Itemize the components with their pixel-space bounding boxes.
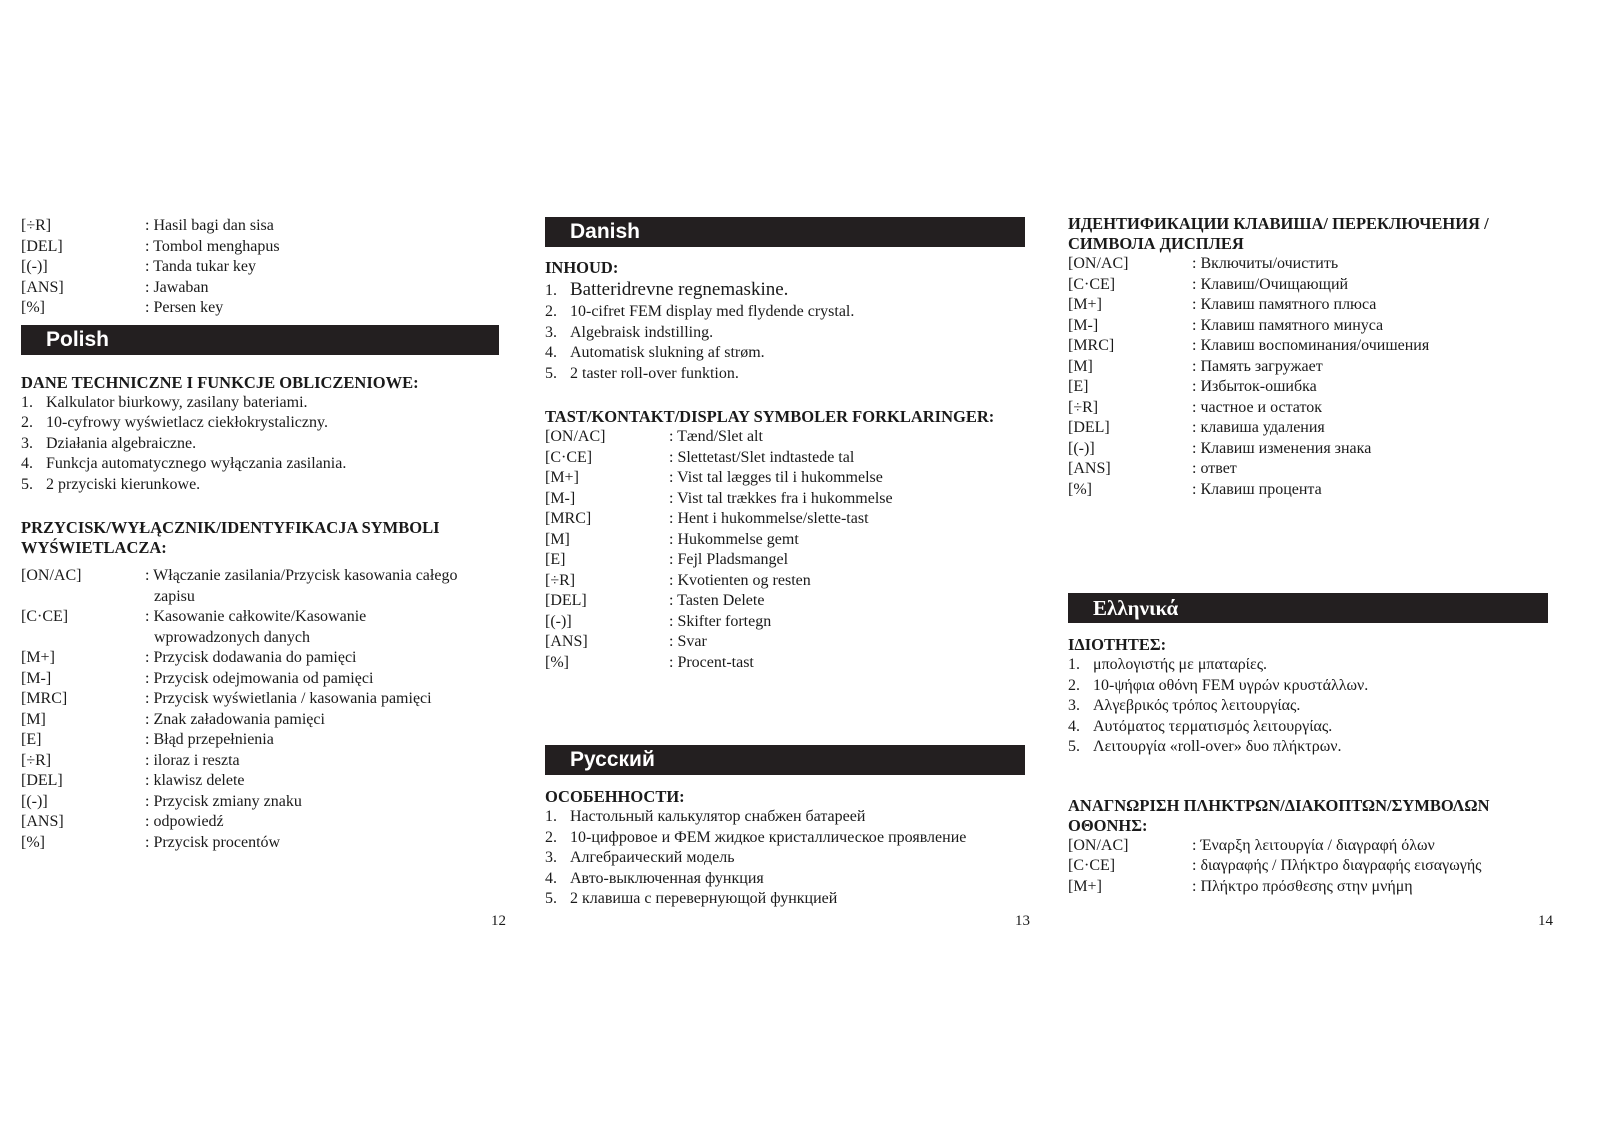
list-item: 5. 2 taster roll-over funktion. — [545, 364, 739, 382]
key-label: [M+] — [545, 469, 579, 486]
key-description: : Znak załadowania pamięci — [145, 710, 325, 728]
key-description: : ответ — [1192, 460, 1237, 477]
key-label: [÷R] — [545, 571, 576, 589]
key-description: : Tombol menghapus — [145, 237, 280, 255]
key-description: : Избыток-ошибка — [1192, 378, 1317, 395]
key-label: [M+] — [21, 649, 55, 666]
section-title-greek: Ελληνικά — [1068, 593, 1548, 623]
keys-heading: ИДЕНТИФИКАЦИИ КЛАВИША/ ПЕРЕКЛЮЧЕНИЯ /СИМВОЛА ДИСПЛЕЯ — [1068, 214, 1489, 253]
key-row — [1068, 377, 1548, 398]
key-row — [21, 689, 499, 710]
features-heading: ΙΔΙΟΤΗΤΕΣ: — [1068, 635, 1167, 654]
features-heading: INHOUD: — [545, 258, 619, 277]
list-item: 3. Działania algebraiczne. — [21, 434, 197, 452]
key-row — [545, 509, 1025, 530]
list-item: 1. Batteridrevne regnemaskine. — [545, 279, 789, 300]
key-description: : Jawaban — [145, 278, 209, 296]
features-list — [545, 278, 1025, 384]
page-number: 13 — [1015, 913, 1030, 929]
key-description: : Przycisk procentów — [145, 833, 281, 851]
key-row — [545, 653, 1025, 674]
key-row — [1068, 398, 1548, 419]
key-row — [545, 468, 1025, 489]
key-description: : Клавиш/Очищающий — [1192, 275, 1349, 293]
list-item: 4. Авто-выключенная функция — [545, 869, 764, 887]
key-list — [1068, 254, 1548, 500]
key-row — [1068, 336, 1548, 357]
key-description: : Клавиш памятного плюса — [1192, 296, 1377, 313]
key-row — [1068, 357, 1548, 378]
key-row — [1068, 295, 1548, 316]
list-item: 4. Αυτόματος τερματισμός λειτουργίας. — [1068, 717, 1333, 735]
key-list — [1068, 836, 1548, 898]
key-row — [545, 612, 1025, 633]
list-item: 4. Automatisk slukning af strøm. — [545, 344, 765, 361]
features-list — [1068, 655, 1548, 758]
key-label: [DEL] — [1068, 419, 1110, 436]
key-row — [545, 632, 1025, 653]
list-item: 2. 10-cyfrowy wyświetlacz ciekłokrystaliczny. — [21, 414, 328, 431]
key-description: : Skifter fortegn — [669, 612, 772, 630]
section-title-danish: Danish — [545, 217, 1025, 247]
key-label: [ANS] — [21, 278, 64, 296]
key-label: [DEL] — [545, 592, 587, 609]
list-item: 5. 2 клавиша с перевернующой функцией — [545, 890, 838, 907]
section-title-russian: Русский — [545, 745, 1025, 775]
key-label: [ON/AC] — [21, 567, 82, 584]
keys-heading: TAST/KONTAKT/DISPLAY SYMBOLER FORKLARINGER: — [545, 407, 995, 426]
page-number: 12 — [491, 913, 506, 929]
key-row — [21, 278, 499, 299]
key-list — [545, 427, 1025, 673]
key-description: : διαγραφής / Πλήκτρο διαγραφής εισαγωγής — [1192, 857, 1482, 874]
key-label: [%] — [545, 653, 569, 671]
list-item: 2. 10-cifret FEM display med flydende crystal. — [545, 303, 855, 320]
key-description: : Hasil bagi dan sisa — [145, 217, 274, 234]
key-row — [21, 257, 499, 278]
key-description: : Kvotienten og resten — [669, 571, 811, 589]
key-row — [545, 591, 1025, 612]
page-14 — [1068, 214, 1548, 500]
key-row — [21, 812, 499, 833]
list-item: 4. Funkcja automatycznego wyłączania zasilania. — [21, 455, 347, 472]
key-label: [ANS] — [545, 633, 588, 650]
key-description: : Persen key — [145, 299, 224, 316]
key-row — [21, 771, 499, 792]
key-label: [%] — [21, 299, 45, 316]
key-description: : Przycisk zmiany znaku — [145, 792, 302, 810]
list-item: 1. Настольный калькулятор снабжен батареей — [545, 808, 866, 825]
key-description: : Hukommelse gemt — [669, 530, 799, 548]
key-list-top — [21, 216, 499, 319]
list-item: 1. μπολογιστής με μπαταρίες. — [1068, 656, 1268, 673]
key-row — [1068, 254, 1548, 275]
features-heading: DANE TECHNICZNE I FUNKCJE OBLICZENIOWE: — [21, 372, 419, 392]
key-description: : Έναρξη λειτουργία / διαγραφή όλων — [1192, 836, 1435, 854]
key-label: [E] — [1068, 378, 1089, 395]
key-row — [1068, 316, 1548, 337]
key-label: [C·CE] — [545, 448, 593, 466]
key-description: : Hent i hukommelse/slette-tast — [669, 510, 869, 527]
key-description: : Tænd/Slet alt — [669, 428, 763, 445]
key-label: [E] — [21, 731, 42, 748]
key-row — [21, 648, 499, 669]
key-row — [21, 216, 499, 237]
list-item: 3. Αλγεβρικός τρόπος λειτουργίας. — [1068, 697, 1301, 714]
keys-heading: PRZYCISK/WYŁĄCZNIK/IDENTYFIKACJA SYMBOLI WYŚWIETLACZA: — [21, 518, 440, 557]
key-description: : Память загружает — [1192, 357, 1323, 375]
key-label: [M-] — [1068, 316, 1099, 334]
key-label: [M] — [1068, 357, 1093, 375]
key-row — [1068, 418, 1548, 439]
key-description: : Svar — [669, 633, 707, 650]
key-label: [ON/AC] — [1068, 836, 1129, 854]
key-label: [M] — [545, 530, 570, 548]
key-description: : odpowiedź — [145, 813, 224, 830]
list-item: 3. Алгебраический модель — [545, 849, 735, 866]
key-row — [545, 489, 1025, 510]
page-12 — [21, 216, 499, 853]
key-label: [%] — [21, 833, 45, 851]
key-row — [1068, 459, 1548, 480]
key-label: [M+] — [1068, 296, 1102, 313]
features-list — [545, 807, 1025, 910]
list-item: 2. 10-ψήφια οθόνη FEM υγρών κρυστάλλων. — [1068, 676, 1369, 694]
key-row — [21, 566, 499, 607]
features-heading: ОСОБЕННОСТИ: — [545, 787, 685, 806]
key-description: : Przycisk odejmowania od pamięci — [145, 669, 374, 687]
page-14-greek — [1068, 593, 1548, 897]
list-item: 1. Kalkulator biurkowy, zasilany bateriami. — [21, 393, 308, 411]
section-title-polish: Polish — [21, 325, 499, 355]
key-label: [ON/AC] — [1068, 255, 1129, 272]
key-label: [C·CE] — [1068, 857, 1116, 874]
page-13-russian — [545, 745, 1025, 910]
list-item: 5. 2 przyciski kierunkowe. — [21, 475, 201, 493]
key-description: : Fejl Pladsmangel — [669, 551, 789, 568]
key-row — [21, 298, 499, 319]
key-description: : Клавиш воспоминания/очишения — [1192, 337, 1430, 354]
key-description: : Включиты/очистить — [1192, 255, 1339, 272]
key-description: : Tanda tukar key — [145, 258, 256, 275]
key-label: [÷R] — [1068, 398, 1099, 416]
key-label: [E] — [545, 551, 566, 568]
key-row — [1068, 439, 1548, 460]
key-description: : Tasten Delete — [669, 592, 765, 609]
page-13 — [545, 217, 1025, 673]
keys-heading: ΑΝΑΓΝΩΡΙΣΗ ΠΛΗΚΤΡΩΝ/ΔΙΑΚΟΠΤΩΝ/ΣΥΜΒΟΛΩΝ ΟΘΟΝΗΣ: — [1068, 795, 1490, 835]
key-label: [%] — [1068, 480, 1092, 498]
key-label: [MRC] — [1068, 337, 1115, 354]
key-row — [1068, 877, 1548, 898]
key-label: [C·CE] — [21, 608, 69, 625]
key-description: : частное и остаток — [1192, 398, 1323, 416]
key-row — [545, 550, 1025, 571]
key-label: [÷R] — [21, 751, 52, 769]
key-row — [21, 751, 499, 772]
key-label: [ON/AC] — [545, 428, 606, 445]
key-row — [545, 427, 1025, 448]
key-label: [MRC] — [545, 510, 592, 527]
key-label: [M-] — [545, 489, 576, 507]
key-row — [21, 710, 499, 731]
key-label: [(-)] — [21, 792, 48, 810]
key-description: : klawisz delete — [145, 772, 245, 789]
key-description: : Przycisk dodawania do pamięci — [145, 649, 357, 666]
key-description: : Kasowanie całkowite/Kasowanie wprowadzonych danych — [145, 608, 367, 646]
key-label: [M+] — [1068, 877, 1102, 895]
key-row — [21, 237, 499, 258]
list-item: 2. 10-цифровое и ФЕМ жидкое кристаллическое проявление — [545, 828, 967, 846]
key-row — [1068, 480, 1548, 501]
key-row — [21, 833, 499, 854]
key-row — [21, 730, 499, 751]
key-description: : Błąd przepełnienia — [145, 731, 274, 748]
features-list — [21, 393, 499, 496]
key-row — [545, 571, 1025, 592]
key-label: [C·CE] — [1068, 275, 1116, 293]
key-label: [÷R] — [21, 217, 52, 234]
key-description: : Włączanie zasilania/Przycisk kasowania całego zapisu — [145, 567, 458, 605]
key-description: : Vist tal trækkes fra i hukommelse — [669, 489, 893, 507]
key-label: [DEL] — [21, 237, 63, 255]
key-label: [(-)] — [21, 258, 48, 275]
key-label: [(-)] — [1068, 439, 1095, 457]
key-description: : Slettetast/Slet indtastede tal — [669, 448, 855, 466]
key-list — [21, 566, 499, 853]
key-label: [MRC] — [21, 690, 68, 707]
key-description: : клавиша удаления — [1192, 419, 1325, 436]
key-description: : Πλήκτρο πρόσθεσης στην μνήμη — [1192, 877, 1413, 895]
key-row — [545, 448, 1025, 469]
key-row — [1068, 275, 1548, 296]
list-item: 5. Λειτουργία «roll-over» δυο πλήκτρων. — [1068, 738, 1342, 755]
key-row — [545, 530, 1025, 551]
key-row — [21, 669, 499, 690]
key-row — [1068, 836, 1548, 857]
key-description: : Vist tal lægges til i hukommelse — [669, 469, 883, 486]
key-label: [M-] — [21, 669, 52, 687]
key-description: : Клавиш процента — [1192, 480, 1322, 498]
key-description: : Procent-tast — [669, 653, 754, 671]
list-item: 3. Algebraisk indstilling. — [545, 323, 714, 341]
key-label: [M] — [21, 710, 46, 728]
key-description: : iloraz i reszta — [145, 751, 240, 769]
key-description: : Клавиш изменения знака — [1192, 439, 1372, 457]
key-description: : Przycisk wyświetlania / kasowania pamięci — [145, 690, 432, 707]
key-label: [(-)] — [545, 612, 572, 630]
key-label: [ANS] — [1068, 460, 1111, 477]
key-row — [21, 792, 499, 813]
key-label: [ANS] — [21, 813, 64, 830]
key-row — [21, 607, 499, 648]
key-row — [1068, 856, 1548, 877]
key-description: : Клавиш памятного минуса — [1192, 316, 1384, 334]
key-label: [DEL] — [21, 772, 63, 789]
page-number: 14 — [1538, 913, 1553, 929]
